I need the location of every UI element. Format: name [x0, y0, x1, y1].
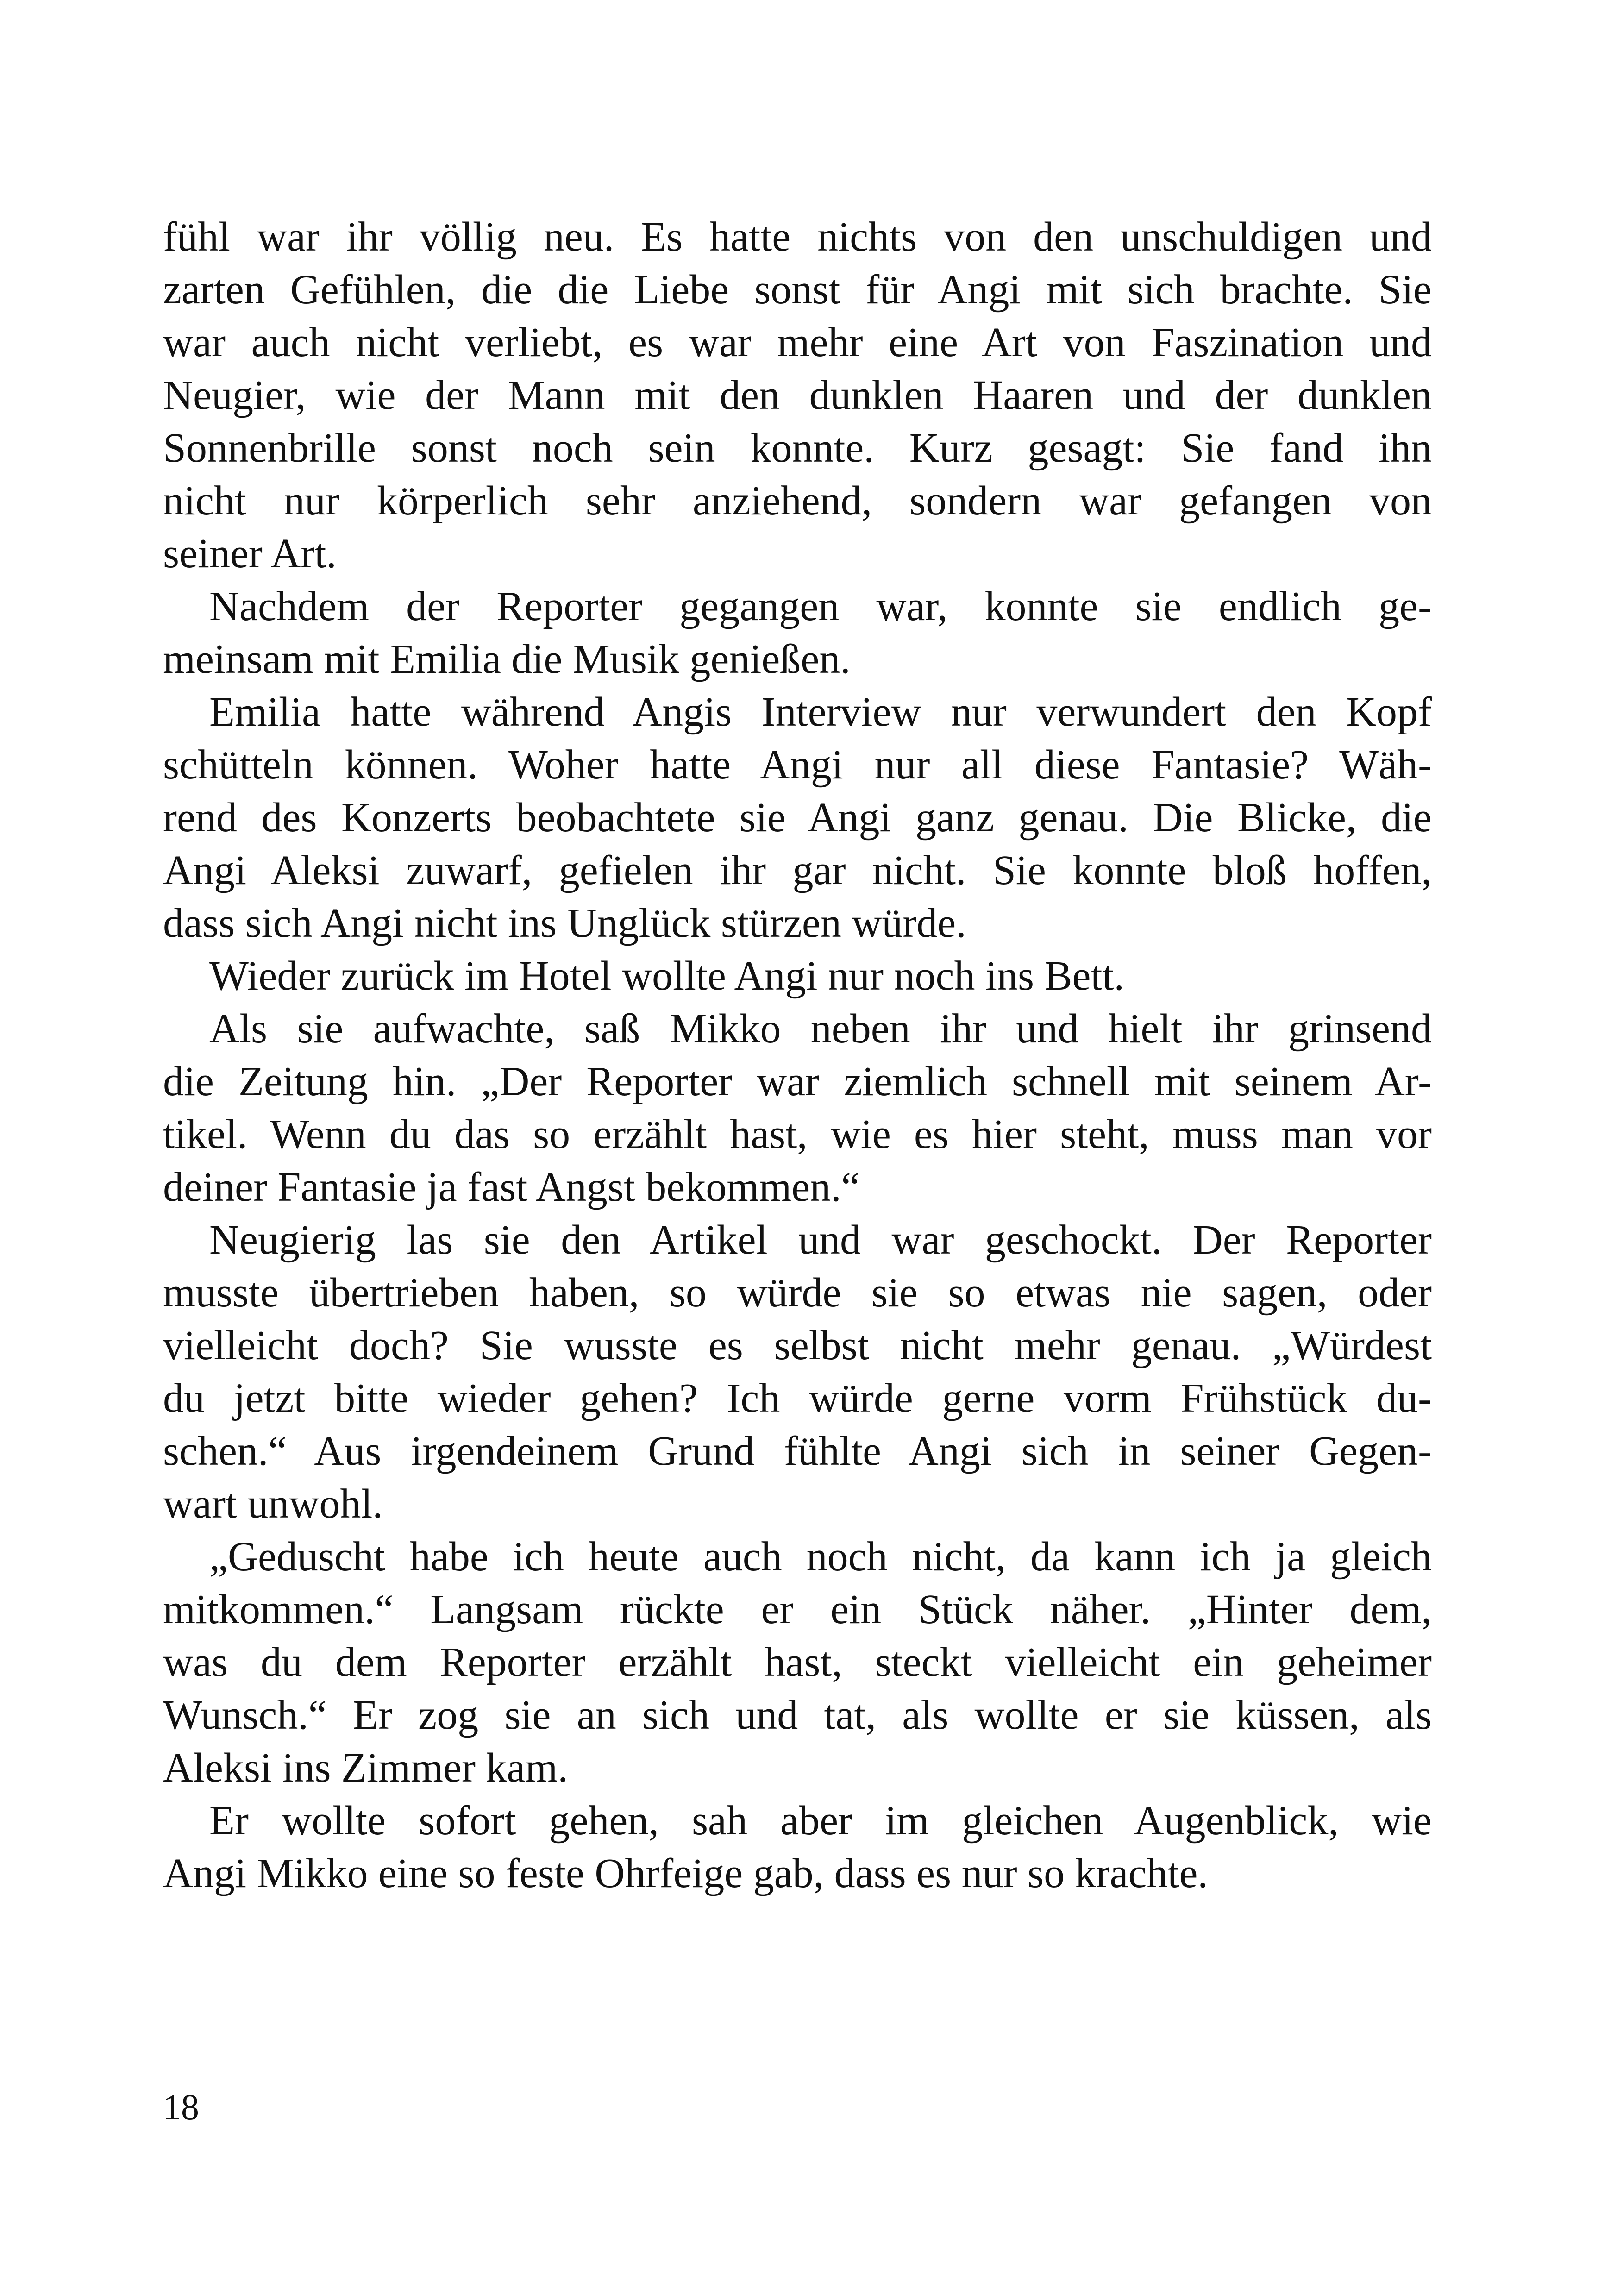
text-line: was du dem Reporter erzählt hast, steckt vielleicht ein geheimer — [163, 1639, 1432, 1685]
body-text — [163, 211, 1432, 1900]
text-line: zarten Gefühlen, die die Liebe sonst für Angi mit sich brachte. Sie — [163, 267, 1432, 313]
text-line: Sonnenbrille sonst noch sein konnte. Kurz gesagt: Sie fand ihn — [163, 425, 1432, 471]
text-line: vielleicht doch? Sie wusste es selbst nicht mehr genau. „Würdest — [163, 1323, 1432, 1368]
text-line: Wunsch.“ Er zog sie an sich und tat, als wollte er sie küssen, als — [163, 1692, 1432, 1738]
text-line: Neugier, wie der Mann mit den dunklen Haaren und der dunklen — [163, 372, 1432, 418]
text-line: Aleksi ins Zimmer kam. — [163, 1745, 568, 1791]
text-line: Angi Aleksi zuwarf, gefielen ihr gar nicht. Sie konnte bloß hoffen, — [163, 847, 1432, 893]
text-line: musste übertrieben haben, so würde sie so etwas nie sagen, oder — [163, 1270, 1432, 1316]
text-line: Als sie aufwachte, saß Mikko neben ihr und hielt ihr grinsend — [209, 1006, 1432, 1052]
text-line: Wieder zurück im Hotel wollte Angi nur noch ins Bett. — [209, 953, 1124, 999]
text-line: schütteln können. Woher hatte Angi nur all diese Fantasie? Wäh- — [163, 742, 1432, 788]
text-line: tikel. Wenn du das so erzählt hast, wie es hier steht, muss man vor — [163, 1111, 1432, 1157]
text-line: rend des Konzerts beobachtete sie Angi ganz genau. Die Blicke, die — [163, 795, 1432, 841]
text-line: Angi Mikko eine so feste Ohrfeige gab, dass es nur so krachte. — [163, 1851, 1208, 1896]
text-line: nicht nur körperlich sehr anziehend, sondern war gefangen von — [163, 478, 1432, 524]
text-line: wart unwohl. — [163, 1481, 383, 1527]
text-line: Neugierig las sie den Artikel und war geschockt. Der Reporter — [209, 1217, 1432, 1263]
text-line: Nachdem der Reporter gegangen war, konnte sie endlich ge- — [209, 583, 1432, 629]
text-line: mitkommen.“ Langsam rückte er ein Stück näher. „Hinter dem, — [163, 1587, 1432, 1632]
text-line: dass sich Angi nicht ins Unglück stürzen würde. — [163, 900, 966, 946]
text-line: deiner Fantasie ja fast Angst bekommen.“ — [163, 1164, 860, 1210]
text-line: „Geduscht habe ich heute auch noch nicht, da kann ich ja gleich — [209, 1534, 1432, 1580]
text-line: seiner Art. — [163, 531, 337, 577]
text-line: meinsam mit Emilia die Musik genießen. — [163, 636, 851, 682]
text-line: schen.“ Aus irgendeinem Grund fühlte Angi sich in seiner Gegen- — [163, 1428, 1432, 1474]
text-line: Emilia hatte während Angis Interview nur verwundert den Kopf — [209, 689, 1432, 735]
text-line: du jetzt bitte wieder gehen? Ich würde gerne vorm Frühstück du- — [163, 1375, 1432, 1421]
text-line: fühl war ihr völlig neu. Es hatte nichts von den unschuldigen und — [163, 214, 1432, 260]
text-line: war auch nicht verliebt, es war mehr eine Art von Faszination und — [163, 320, 1432, 365]
page-number: 18 — [163, 2087, 199, 2127]
text-line: die Zeitung hin. „Der Reporter war ziemlich schnell mit seinem Ar- — [163, 1059, 1432, 1104]
text-line: Er wollte sofort gehen, sah aber im gleichen Augenblick, wie — [209, 1798, 1432, 1844]
